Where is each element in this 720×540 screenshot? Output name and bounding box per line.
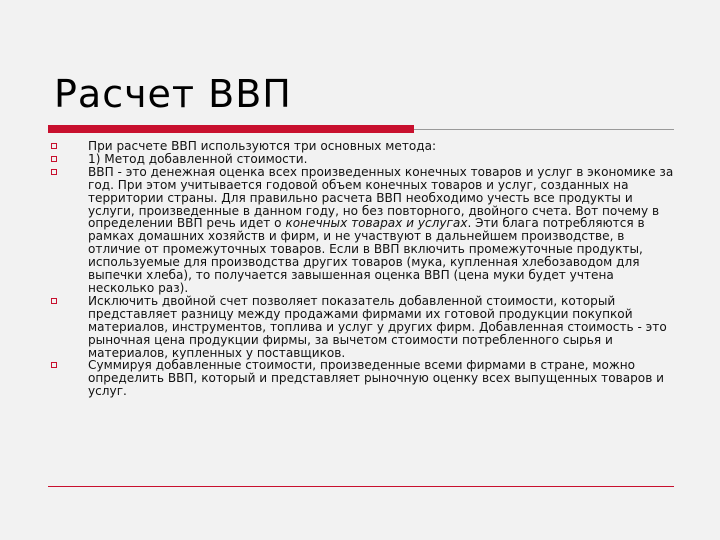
list-item-text: Суммируя добавленные стоимости, произведенные всеми фирмами в стране, можно определить ВВП, который и представляет рыночную оценку всех выпущенных товаров и услуг. <box>88 358 665 399</box>
title-underline <box>48 125 674 134</box>
square-bullet-icon <box>51 298 57 304</box>
list-item-text <box>88 165 673 295</box>
text-segment: . Эти блага потребляются в рамках домашних хозяйств и фирм, и не участвуют в дальнейшем производстве, в отличие от промежуточных товаров. Если в ВВП включить промежуточные продукты, используемые для производства других товаров (мука, купленная хлебозаводом для выпечки хлеба), то получается завышенная оценка ВВП (цена муки будет учтена несколько раз). <box>88 216 645 295</box>
list-item <box>48 359 678 398</box>
title-underline-red <box>48 125 414 133</box>
list-item-text: При расчете ВВП используются три основных метода: <box>88 139 437 153</box>
list-item-text: Исключить двойной счет позволяет показатель добавленной стоимости, который представляет разницу между продажами фирмами их готовой продукции покупкой материалов, инструментов, топлива и услуг у других фирм. Добавленная стоимость - это рыночная цена продукции фирмы, за вычетом стоимости потребленного сырья и материалов, купленных у поставщиков. <box>88 293 667 360</box>
square-bullet-icon <box>51 362 57 368</box>
emphasized-text: конечных товарах и услугах <box>285 216 468 231</box>
text-segment: ВВП - это денежная оценка всех произведенных конечных товаров и услуг в экономике за год. При этом учитывается годовой объем конечных товаров и услуг, созданных на территории страны. Для правильно расчета ВВП необходимо учесть все продукты и услуги, произведенные в данном году, но без повторного, двойного счета. Вот почему в определении ВВП речь идет о <box>88 164 674 231</box>
square-bullet-icon <box>51 156 57 162</box>
list-item <box>48 166 678 295</box>
list-item-text: 1) Метод добавленной стоимости. <box>88 151 308 166</box>
square-bullet-icon <box>51 143 57 149</box>
slide-title: Расчет ВВП <box>54 72 292 116</box>
square-bullet-icon <box>51 169 57 175</box>
bottom-rule <box>48 486 674 487</box>
bullet-list <box>48 140 678 398</box>
list-item <box>48 295 678 360</box>
